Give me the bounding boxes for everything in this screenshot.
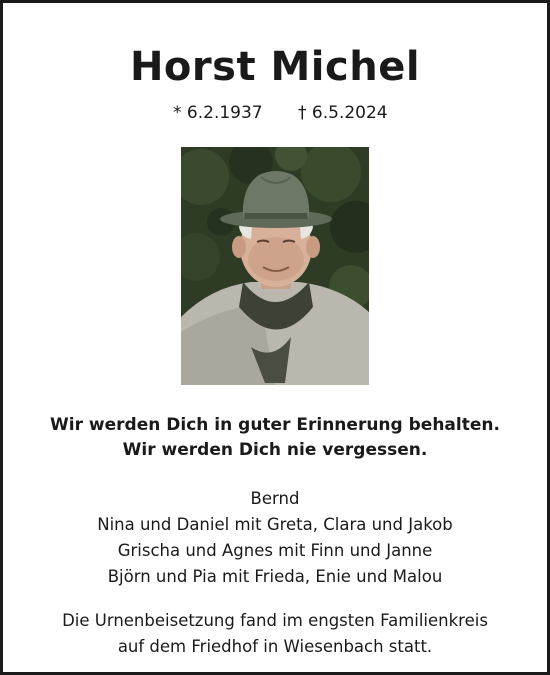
quote-line: Wir werden Dich in guter Erinnerung behalten. [50, 415, 500, 435]
family-line: Bernd [250, 489, 300, 508]
deceased-name: Horst Michel [129, 44, 421, 90]
life-dates [3, 101, 547, 125]
quote-line: Wir werden Dich nie vergessen. [122, 440, 428, 460]
family-line: Nina und Daniel mit Greta, Clara und Jakob [97, 515, 453, 534]
notice-line: auf dem Friedhof in Wiesenbach statt. [117, 637, 433, 656]
family-members [3, 486, 547, 590]
family-line: Grischa und Agnes mit Finn und Janne [117, 541, 433, 560]
notice-line: Die Urnenbeisetzung fand im engsten Familienkreis [62, 611, 488, 630]
death-date: † 6.5.2024 [298, 103, 388, 123]
memorial-quote [3, 413, 547, 463]
birth-date: * 6.2.1937 [173, 103, 263, 123]
family-line: Björn und Pia mit Frieda, Enie und Malou [107, 567, 443, 586]
portrait-photo [181, 147, 369, 385]
burial-notice [3, 608, 547, 660]
